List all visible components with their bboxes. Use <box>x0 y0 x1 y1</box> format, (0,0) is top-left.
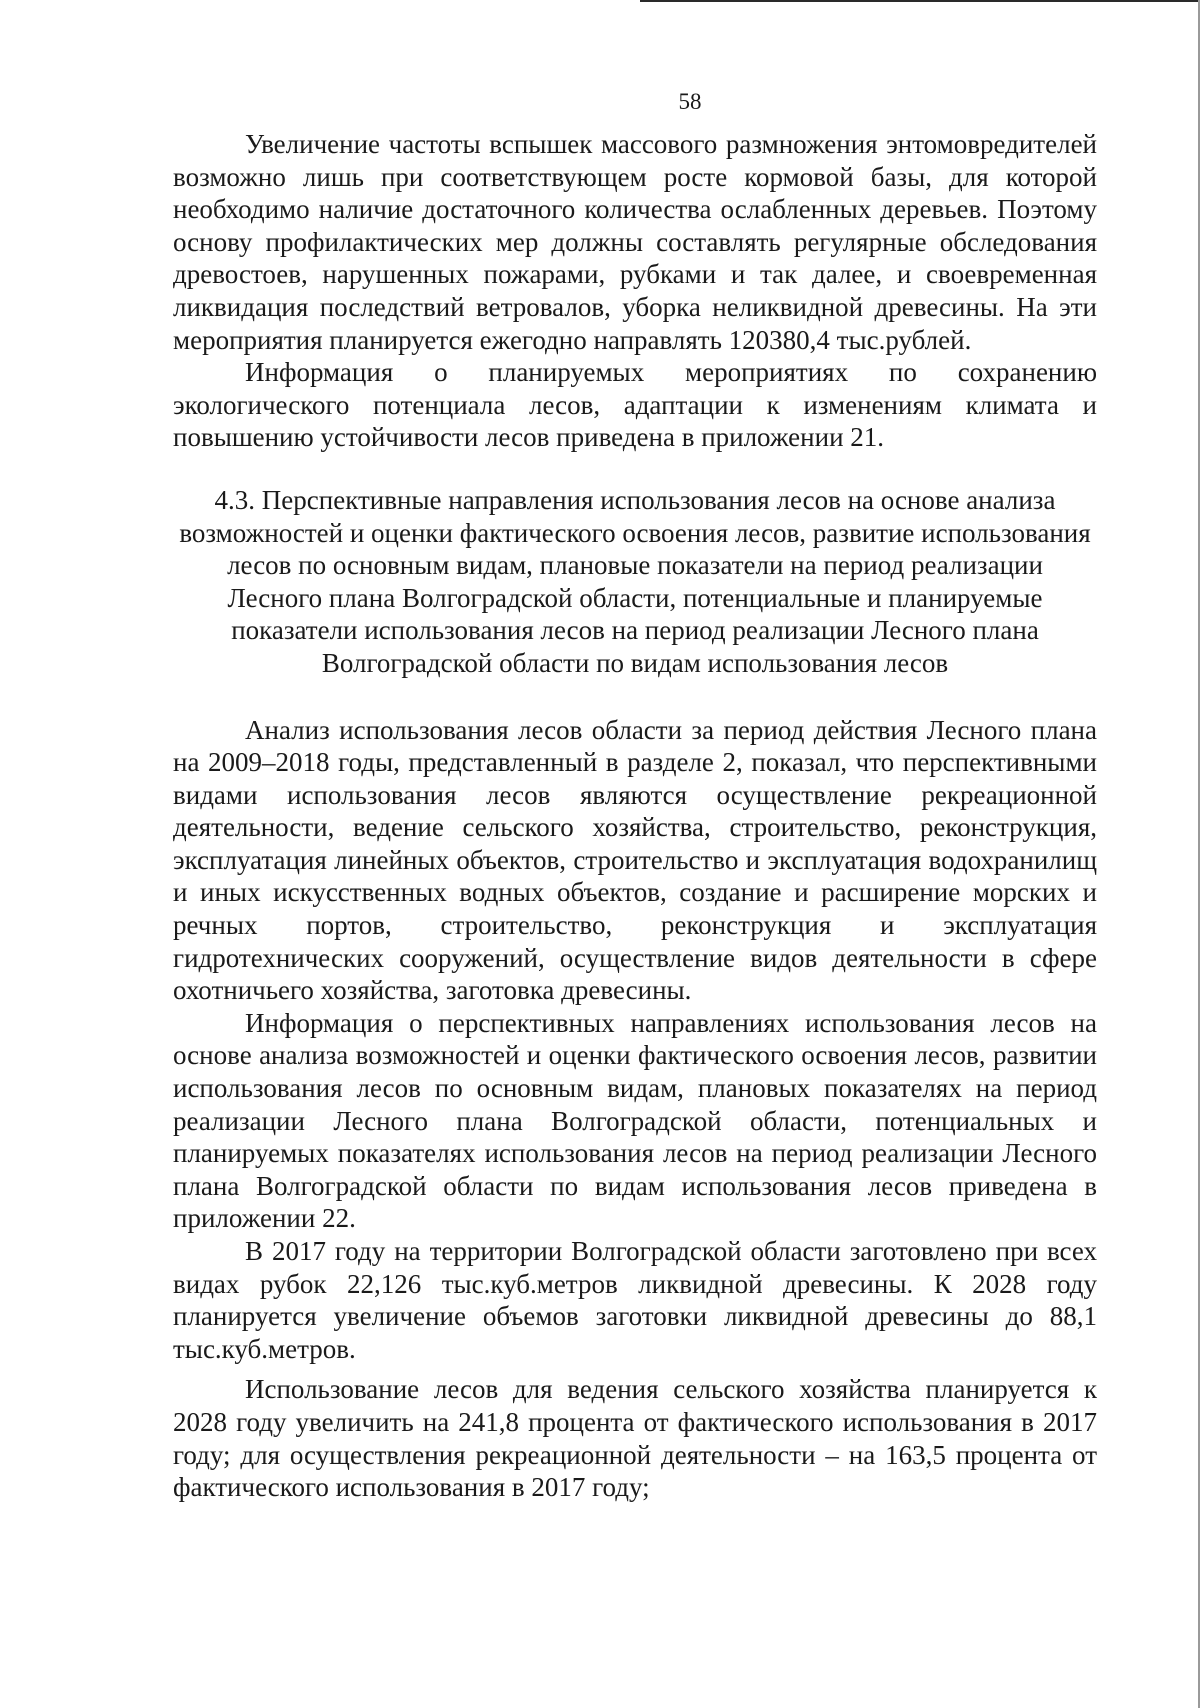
section-heading-4-3: 4.3. Перспективные направления использования лесов на основе анализа возможностей и оценки фактического освоения лесов, развитие использования лесов по основным видам, плановые показатели на период реализации Лесного плана Волгоградской области, потенциальные и планируемые показатели использования лесов на период реализации Лесного плана Волгоградской области по видам использования лесов <box>179 484 1091 678</box>
paragraph-pest-outbreaks: Увеличение частоты вспышек массового размножения энтомовредителей возможно лишь при соответствующем росте кормовой базы, для которой необходимо наличие достаточного количества ослабленных деревьев. Поэтому основу профилактических мер должны составлять регулярные обследования древостоев, нарушенных пожарами, рубками и так далее, и своевременная ликвидация последствий ветровалов, уборка неликвидной древесины. На эти мероприятия планируется ежегодно направлять 120380,4 тыс.рублей. <box>173 129 1097 355</box>
paragraph-analysis: Анализ использования лесов области за период действия Лесного плана на 2009–2018 годы, представленный в разделе 2, показал, что перспективными видами использования лесов являются осуществление рекреационной деятельности, ведение сельского хозяйства, строительство, реконструкция, эксплуатация линейных объектов, строительство и эксплуатация водохранилищ и иных искусственных водных объектов, создание и расширение морских и речных портов, строительство, реконструкция и эксплуатация гидротехнических сооружений, осуществление видов деятельности в сфере охотничьего хозяйства, заготовка древесины. <box>173 714 1097 1006</box>
page-number: 58 <box>678 89 702 114</box>
paragraph-prospective-info: Информация о перспективных направлениях использования лесов на основе анализа возможностей и оценки фактического освоения лесов, развитии использования лесов по основным видам, плановых показателях на период реализации Лесного плана Волгоградской области, потенциальных и планируемых показателях использования лесов на период реализации Лесного плана Волгоградской области по видам использования лесов приведена в приложении 22. <box>173 1007 1097 1234</box>
paragraph-ecological-info: Информация о планируемых мероприятиях по сохранению экологического потенциала лесов, адаптации к изменениям климата и повышению устойчивости лесов приведена в приложении 21. <box>173 357 1097 453</box>
paragraph-harvest-2017: В 2017 году на территории Волгоградской области заготовлено при всех видах рубок 22,126 тыс.куб.метров ликвидной древесины. К 2028 году планируется увеличение объемов заготовки ликвидной древесины до 88,1 тыс.куб.метров. <box>173 1236 1097 1364</box>
document-page <box>173 86 1097 1504</box>
paragraph-agriculture-use: Использование лесов для ведения сельского хозяйства планируется к 2028 году увеличить на 241,8 процента от фактического использования в 2017 году; для осуществления рекреационной деятельности – на 163,5 процента от фактического использования в 2017 году; <box>173 1374 1097 1503</box>
scan-artifact-top <box>640 0 1200 2</box>
